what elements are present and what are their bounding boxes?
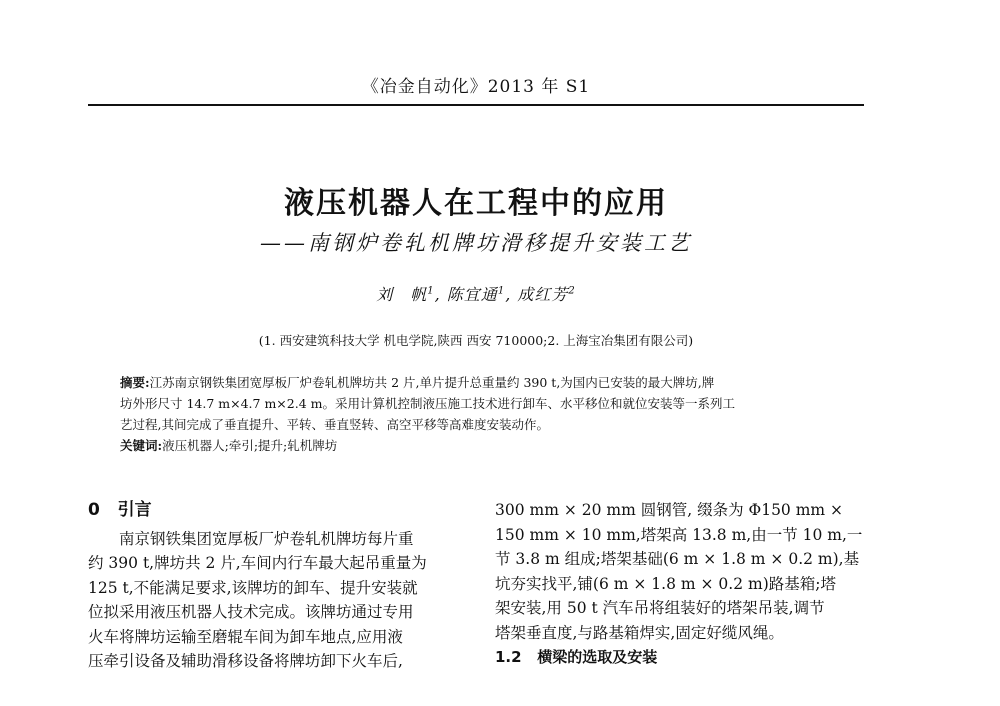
left-column <box>88 498 464 674</box>
author-separator: , <box>434 285 441 304</box>
body-line: 塔架垂直度,与路基箱焊实,固定好缆风绳。 <box>495 623 784 642</box>
body-line: 位拟采用液压机器人技术完成。该牌坊通过专用 <box>88 603 414 621</box>
body-line: 架安装,用 50 t 汽车吊将组装好的塔架吊装,调节 <box>495 599 825 617</box>
author-affiliation-mark: 1 <box>427 285 435 297</box>
right-column <box>495 498 871 670</box>
abstract-line: 艺过程,其间完成了垂直提升、平转、垂直竖转、高空平移等高难度安装动作。 <box>120 417 549 432</box>
affiliation: (1. 西安建筑科技大学 机电学院,陕西 西安 710000;2. 上海宝冶集团有限公司) <box>258 333 694 348</box>
abstract-line: 坊外形尺寸 14.7 m×4.7 m×2.4 m。采用计算机控制液压施工技术进行卸车、水平移位和就位安装等一系列工 <box>120 396 735 411</box>
body-line: 150 mm × 10 mm,塔架高 13.8 m,由一节 10 m,一 <box>495 525 863 544</box>
keywords-text: 液压机器人;牵引;提升;轧机牌坊 <box>162 438 338 453</box>
author-separator: , <box>505 285 512 304</box>
header-rule <box>88 104 864 106</box>
keywords-label: 关键词: <box>120 438 163 453</box>
abstract-block <box>120 372 840 456</box>
subsection-title: 横梁的选取及安装 <box>537 648 658 666</box>
body-line: 压牵引设备及辅助滑移设备将牌坊卸下火车后, <box>88 652 403 670</box>
keywords-line <box>120 435 840 456</box>
subsection-number: 1.2 <box>495 648 522 666</box>
abstract-label: 摘要: <box>120 375 150 390</box>
body-line: 300 mm × 20 mm 圆钢管, 缀条为 Φ150 mm × <box>495 501 844 519</box>
section-number: 0 <box>88 500 100 520</box>
author-name: 陈宜通 <box>446 285 498 304</box>
author-name: 成红芳 <box>517 285 569 304</box>
body-line: 坑夯实找平,铺(6 m × 1.8 m × 0.2 m)路基箱;塔 <box>495 574 836 593</box>
body-line: 125 t,不能满足要求,该牌坊的卸车、提升安装就 <box>88 578 418 597</box>
body-line: 节 3.8 m 组成;塔架基础(6 m × 1.8 m × 0.2 m),基 <box>495 550 860 568</box>
abstract-text: 江苏南京钢铁集团宽厚板厂炉卷轧机牌坊共 2 片,单片提升总重量约 390 t,为国内已安装的最大牌坊,牌 <box>149 375 715 390</box>
author-affiliation-mark: 1 <box>497 285 506 297</box>
body-line: 南京钢铁集团宽厚板厂炉卷轧机牌坊每片重 <box>119 529 414 548</box>
author-list <box>88 282 864 305</box>
body-line: 约 390 t,牌坊共 2 片,车间内行车最大起吊重量为 <box>88 554 427 572</box>
paper-subtitle: ——南钢炉卷轧机牌坊滑移提升安装工艺 <box>260 231 692 255</box>
body-line: 火车将牌坊运输至磨辊车间为卸车地点,应用液 <box>88 627 403 646</box>
subsection-heading <box>495 645 871 670</box>
section-heading <box>88 498 464 523</box>
paper-title: 液压机器人在工程中的应用 <box>284 186 668 221</box>
author-affiliation-mark: 2 <box>568 285 576 297</box>
author-name: 刘 帆 <box>376 285 428 304</box>
section-title: 引言 <box>117 500 152 520</box>
abstract-line <box>120 372 840 393</box>
journal-header: 《冶金自动化》2013 年 S1 <box>361 77 591 97</box>
